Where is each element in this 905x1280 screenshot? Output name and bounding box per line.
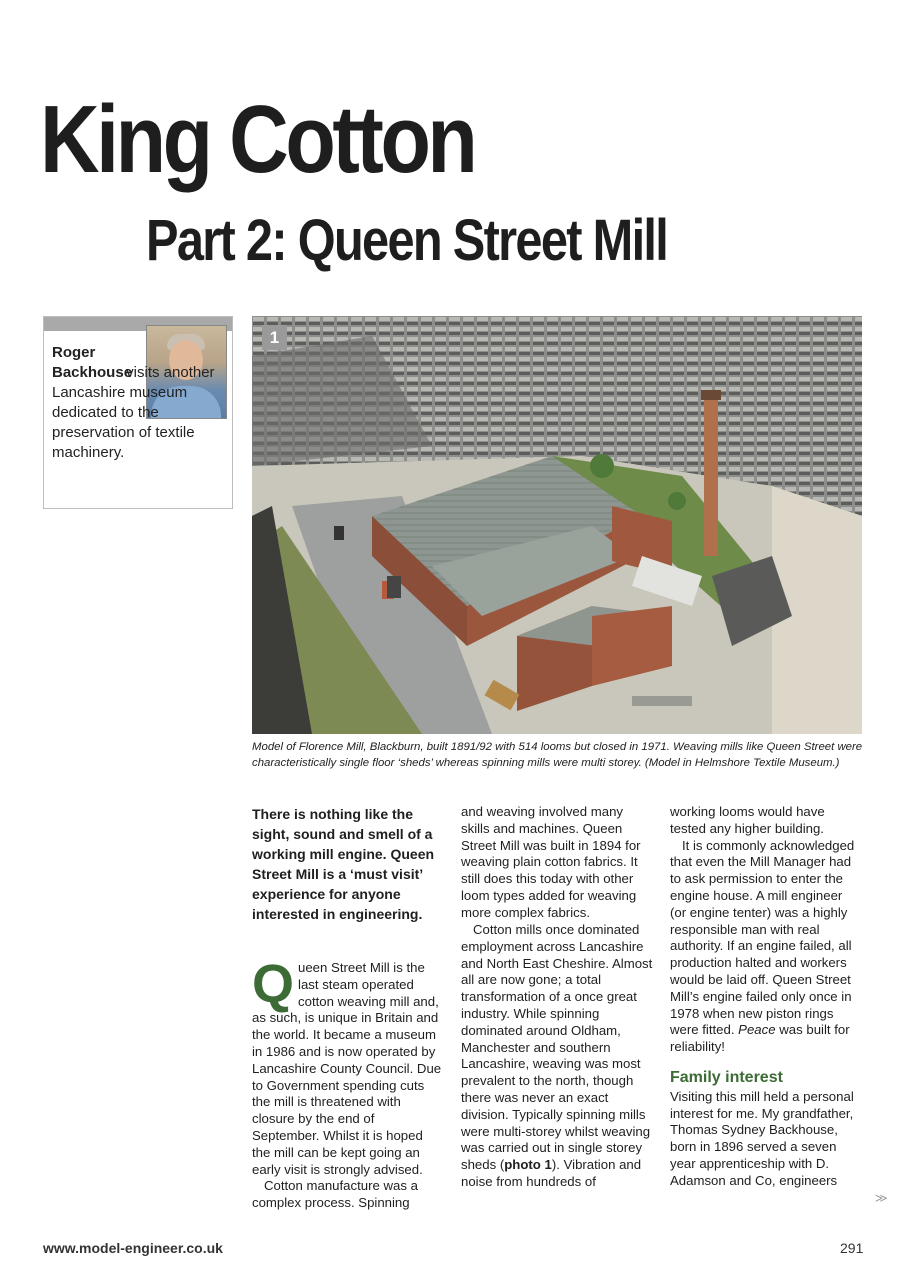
body-paragraph: It is commonly acknowledged that even the Mill Manager had to ask permission to enter the engine house. A mill engineer (or engine tenter) was a highly responsible man with real authority. If an engine failed, all production halted and workers would be laid off. Queen Street Mill’s engine failed only once in 1978 when new piston rings were fitted. Peace was built for reliability!: [670, 837, 855, 1055]
body-paragraph: Cotton mills once dominated employment across Lancashire and North East Cheshire. Almost all are now gone; a total transformation of a once great industry. While spinning dominated around Oldham, Manchester and southern Lancashire, weaving was most prevalent to the north, though there was never an exact division. Typically spinning mills were multi-storey whilst weaving was carried out in single storey sheds (photo 1). Vibration and noise from hundreds of: [461, 922, 653, 1189]
drop-cap: Q: [252, 954, 295, 1014]
standfirst: There is nothing like the sight, sound and smell of a working mill engine. Queen Street Mill is a ‘must visit’ experience for anyone interested in engineering.: [252, 806, 435, 922]
mill-model-photo: [252, 316, 862, 734]
article-column-1: [252, 804, 444, 1212]
engine-name: Peace: [738, 1022, 776, 1038]
article-title: King Cotton: [40, 86, 475, 193]
article-subtitle: Part 2: Queen Street Mill: [146, 208, 668, 273]
author-name: Roger Backhouse: [52, 344, 133, 381]
article-column-3: [670, 804, 862, 1190]
body-paragraph-continuation: and weaving involved many skills and machines. Queen Street Mill was built in 1894 for weaving plain cotton fabrics. It still does this today with other loom types added for weaving more complex fabrics.: [461, 804, 641, 920]
body-paragraph: Queen Street Mill is the last steam operated cotton weaving mill and, as such, is unique in Britain and the world. It became a museum in 1986 and is now operated by Lancashire County Council. Due to Government spending cuts the mill is threatened with closure by the end of September. Whilst it is hoped the mill can be kept going an early visit is strongly advised.: [252, 954, 442, 1177]
article-column-2: [461, 804, 653, 1191]
page-number: 291: [840, 1240, 864, 1256]
body-paragraph-continued: [461, 804, 653, 922]
photo-caption: Model of Florence Mill, Blackburn, built 1891/92 with 514 looms but closed in 1971. Weaving mills like Queen Street were characteristically single floor ‘sheds’ whereas spinning mills were multi storey. (Model in Helmshore Textile Museum.): [252, 741, 863, 769]
section-heading: Family interest: [670, 1068, 783, 1086]
photo-reference: photo 1: [504, 1157, 552, 1173]
author-intro: [52, 343, 227, 463]
mill-model-illustration: [252, 316, 862, 734]
photo-number-badge: 1: [262, 325, 287, 350]
author-blurb: visits another Lancashire museum dedicated to the preservation of textile machinery.: [52, 364, 215, 461]
author-box: [43, 316, 233, 509]
body-paragraph-continued: working looms would have tested any higher building.: [670, 804, 825, 836]
body-paragraph: Visiting this mill held a personal interest for me. My grandfather, Thomas Sydney Backhouse, born in 1896 served a seven year apprenticeship with D. Adamson and Co, engineers: [670, 1088, 854, 1188]
continue-arrow-icon: ≫: [875, 1191, 888, 1205]
footer-website: www.model-engineer.co.uk: [43, 1240, 223, 1256]
body-paragraph: Cotton manufacture was a complex process. Spinning: [252, 1178, 418, 1211]
